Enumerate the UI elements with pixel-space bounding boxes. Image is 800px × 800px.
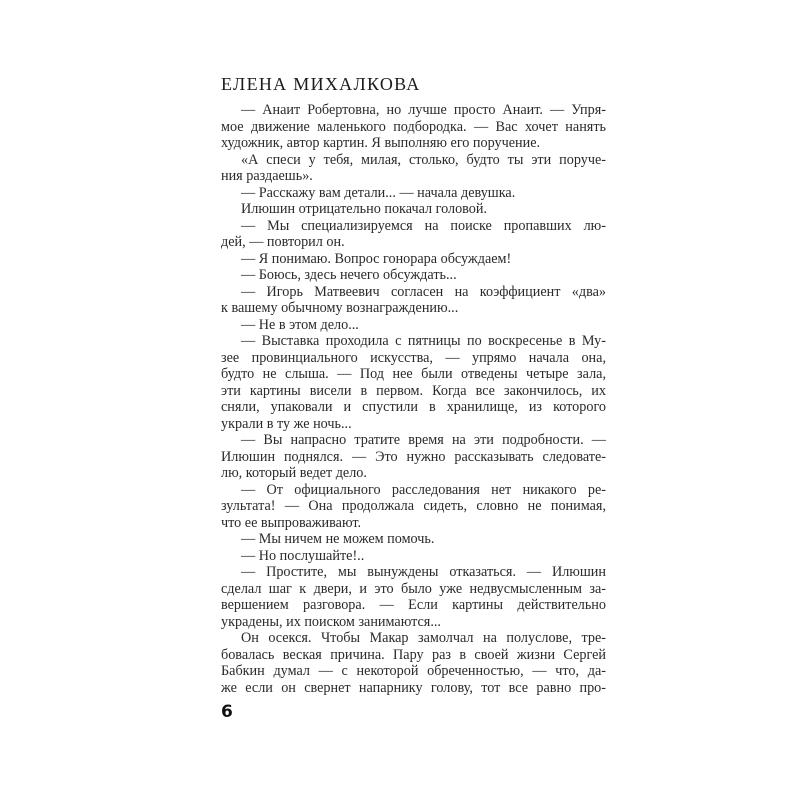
text-line: — Мы ничем не можем помочь. bbox=[241, 531, 435, 547]
page-number: 6 bbox=[221, 702, 233, 722]
text-line: художник, автор картин. Я выполняю его поручение. bbox=[221, 135, 541, 151]
text-line: лю, который ведет дело. bbox=[221, 465, 367, 481]
text-line: Илюшин поднялся. — Это нужно рассказывать следовате- bbox=[221, 448, 606, 465]
text-line: — Анаит Робертовна, но лучше просто Анаит. — Упря- bbox=[241, 102, 606, 118]
text-line: «А спеси у тебя, милая, столько, будто ты эти поруче- bbox=[241, 151, 606, 168]
text-line: что ее выпроваживают. bbox=[221, 514, 362, 531]
text-line: — Мы специализируемся на поиске пропавших лю- bbox=[241, 217, 606, 234]
text-line: эти картины висели в первом. Когда все закончилось, их bbox=[221, 382, 606, 399]
text-line: — Игорь Матвеевич согласен на коэффициент «два» bbox=[241, 283, 606, 300]
text-line: мое движение маленького подбородка. — Вас хочет нанять bbox=[221, 118, 606, 135]
text-line: ния раздаешь». bbox=[221, 168, 313, 184]
text-line: бовалась веская причина. Пару раз в своей жизни Сергей bbox=[221, 646, 606, 663]
text-line: дей, — повторил он. bbox=[221, 234, 345, 250]
text-line: зультата! — Она продолжала сидеть, словно не понимая, bbox=[221, 498, 606, 514]
page-body-text bbox=[221, 102, 606, 696]
text-line: — Простите, мы вынуждены отказаться. — Илюшин bbox=[241, 564, 606, 580]
text-line: зее провинциального искусства, — упрямо начала она, bbox=[221, 349, 606, 366]
text-line: Бабкин думал — с некоторой обреченностью, — что, да- bbox=[221, 663, 606, 679]
text-line: Илюшин отрицательно покачал головой. bbox=[241, 201, 488, 217]
text-line: к вашему обычному вознаграждению... bbox=[221, 300, 459, 316]
text-line: — Расскажу вам детали... — начала девушка. bbox=[241, 184, 516, 201]
text-line: Он осекся. Чтобы Макар замолчал на полуслове, тре- bbox=[241, 630, 606, 646]
text-line: — Не в этом дело... bbox=[241, 316, 359, 333]
text-line: украли в ту же ночь... bbox=[221, 415, 352, 432]
text-line: сняли, упаковали и спустили в хранилище, из которого bbox=[221, 399, 606, 415]
text-line: — Я понимаю. Вопрос гонорара обсуждаем! bbox=[241, 250, 512, 267]
text-line: вершением разговора. — Если картины действительно bbox=[221, 597, 606, 613]
text-line: — Выставка проходила с пятницы по воскресенье в Му- bbox=[241, 333, 606, 349]
text-line: будто не слыша. — Под нее были отведены четыре зала, bbox=[221, 366, 606, 382]
running-header-author: ЕЛЕНА МИХАЛКОВА bbox=[221, 74, 421, 94]
text-line: — Вы напрасно тратите время на эти подробности. — bbox=[241, 432, 606, 448]
text-line: — От официального расследования нет никакого ре- bbox=[241, 481, 606, 498]
text-line: — Но послушайте!.. bbox=[241, 547, 365, 564]
text-line: же если он свернет напарнику голову, тот все равно про- bbox=[221, 679, 606, 696]
text-line: украдены, их поиском занимаются... bbox=[221, 613, 441, 630]
text-line: — Боюсь, здесь нечего обсуждать... bbox=[241, 267, 457, 283]
text-line: сделал шаг к двери, и это было уже недвусмысленным за- bbox=[221, 580, 606, 597]
